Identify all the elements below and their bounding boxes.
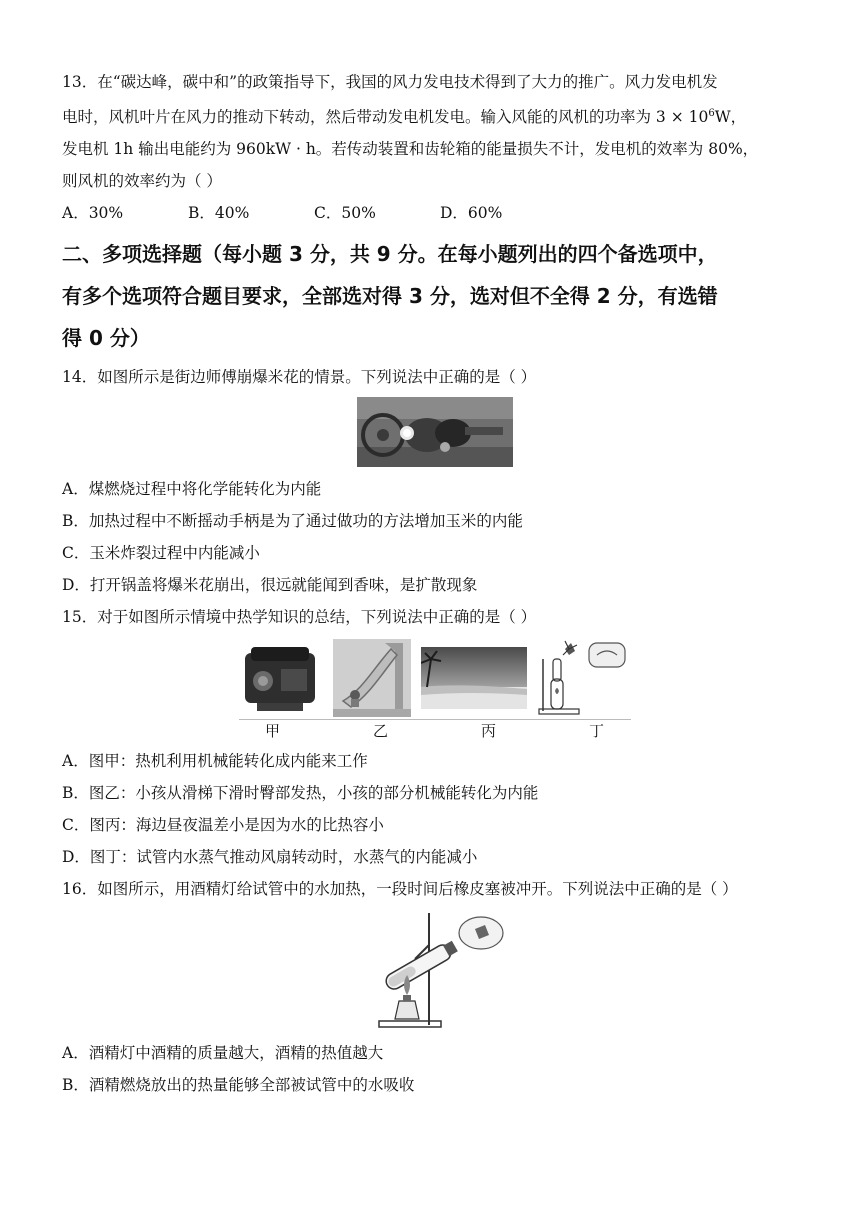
q13-option-b: B．40% bbox=[188, 204, 250, 223]
q15-option-c: C．图丙：海边昼夜温差小是因为水的比热容小 bbox=[62, 816, 384, 835]
q14-option-b: B．加热过程中不断摇动手柄是为了通过做功的方法增加玉米的内能 bbox=[62, 512, 523, 531]
q13-option-d: D．60% bbox=[440, 204, 503, 223]
question-14 bbox=[62, 361, 807, 601]
exam-page bbox=[62, 66, 807, 1101]
q16-figure bbox=[62, 909, 807, 1031]
q15-figure bbox=[62, 639, 807, 741]
q13-line-2 bbox=[62, 98, 807, 133]
q13-line-2-text: 电时，风机叶片在风力的推动下转动，然后带动发电机发电。输入风能的风机的功率为 3 × 10 bbox=[62, 108, 709, 127]
caption-bing: 丙 bbox=[480, 722, 496, 741]
q13-option-c: C．50% bbox=[314, 204, 376, 223]
q14-option-c: C．玉米炸裂过程中内能减小 bbox=[62, 544, 260, 563]
q13-line-2-unit: W， bbox=[714, 108, 747, 127]
q13-options bbox=[62, 197, 807, 229]
popcorn-machine-photo bbox=[357, 397, 513, 467]
question-15 bbox=[62, 601, 807, 873]
q16-option-a: A．酒精灯中酒精的质量越大，酒精的热值越大 bbox=[62, 1044, 384, 1063]
section-2-line-2: 有多个选项符合题目要求，全部选对得 3 分，选对但不全得 2 分，有选错 bbox=[62, 284, 718, 309]
slide-photo bbox=[333, 639, 411, 717]
caption-jia: 甲 bbox=[264, 722, 280, 741]
q15-option-b: B．图乙：小孩从滑梯下滑时臀部发热，小孩的部分机械能转化为内能 bbox=[62, 784, 539, 803]
q14-option-a: A．煤燃烧过程中将化学能转化为内能 bbox=[62, 480, 322, 499]
question-13 bbox=[62, 66, 807, 229]
q16-option-b: B．酒精燃烧放出的热量能够全部被试管中的水吸收 bbox=[62, 1076, 415, 1095]
section-2-line-1: 二、多项选择题（每小题 3 分，共 9 分。在每小题列出的四个备选项中， bbox=[62, 242, 718, 267]
q14-figure bbox=[62, 397, 807, 467]
section-2-heading bbox=[62, 233, 807, 359]
q14-stem: 14．如图所示是街边师傅崩爆米花的情景。下列说法中正确的是（ ） bbox=[62, 368, 537, 387]
q15-stem: 15．对于如图所示情境中热学知识的总结，下列说法中正确的是（ ） bbox=[62, 608, 537, 627]
caption-yi: 乙 bbox=[372, 722, 388, 741]
q13-line-4: 则风机的效率约为（ ） bbox=[62, 172, 222, 191]
q16-stem: 16．如图所示，用酒精灯给试管中的水加热，一段时间后橡皮塞被冲开。下列说法中正确的是（ ） bbox=[62, 880, 738, 899]
alcohol-lamp-test-tube-diagram bbox=[365, 909, 505, 1031]
q15-captions bbox=[62, 720, 807, 741]
question-16 bbox=[62, 873, 807, 1101]
q14-option-d: D．打开锅盖将爆米花崩出，很远就能闻到香味，是扩散现象 bbox=[62, 576, 478, 595]
q15-option-d: D．图丁：试管内水蒸气推动风扇转动时，水蒸气的内能减小 bbox=[62, 848, 478, 867]
q13-exponent: 6 bbox=[708, 108, 715, 119]
section-2-line-3: 得 0 分） bbox=[62, 326, 150, 351]
q15-option-a: A．图甲：热机利用机械能转化成内能来工作 bbox=[62, 752, 368, 771]
steam-fan-diagram bbox=[537, 639, 633, 717]
q13-option-a: A．30% bbox=[62, 204, 124, 223]
seaside-photo bbox=[421, 647, 527, 709]
q13-line-3: 发电机 1h 输出电能约为 960kW · h。若传动装置和齿轮箱的能量损失不计，发电机的效率为 80%， bbox=[62, 140, 759, 159]
q13-line-1: 13．在“碳达峰，碳中和”的政策指导下，我国的风力发电技术得到了大力的推广。风力发电机发 bbox=[62, 73, 718, 91]
engine-photo bbox=[237, 639, 323, 717]
caption-ding: 丁 bbox=[588, 722, 604, 741]
